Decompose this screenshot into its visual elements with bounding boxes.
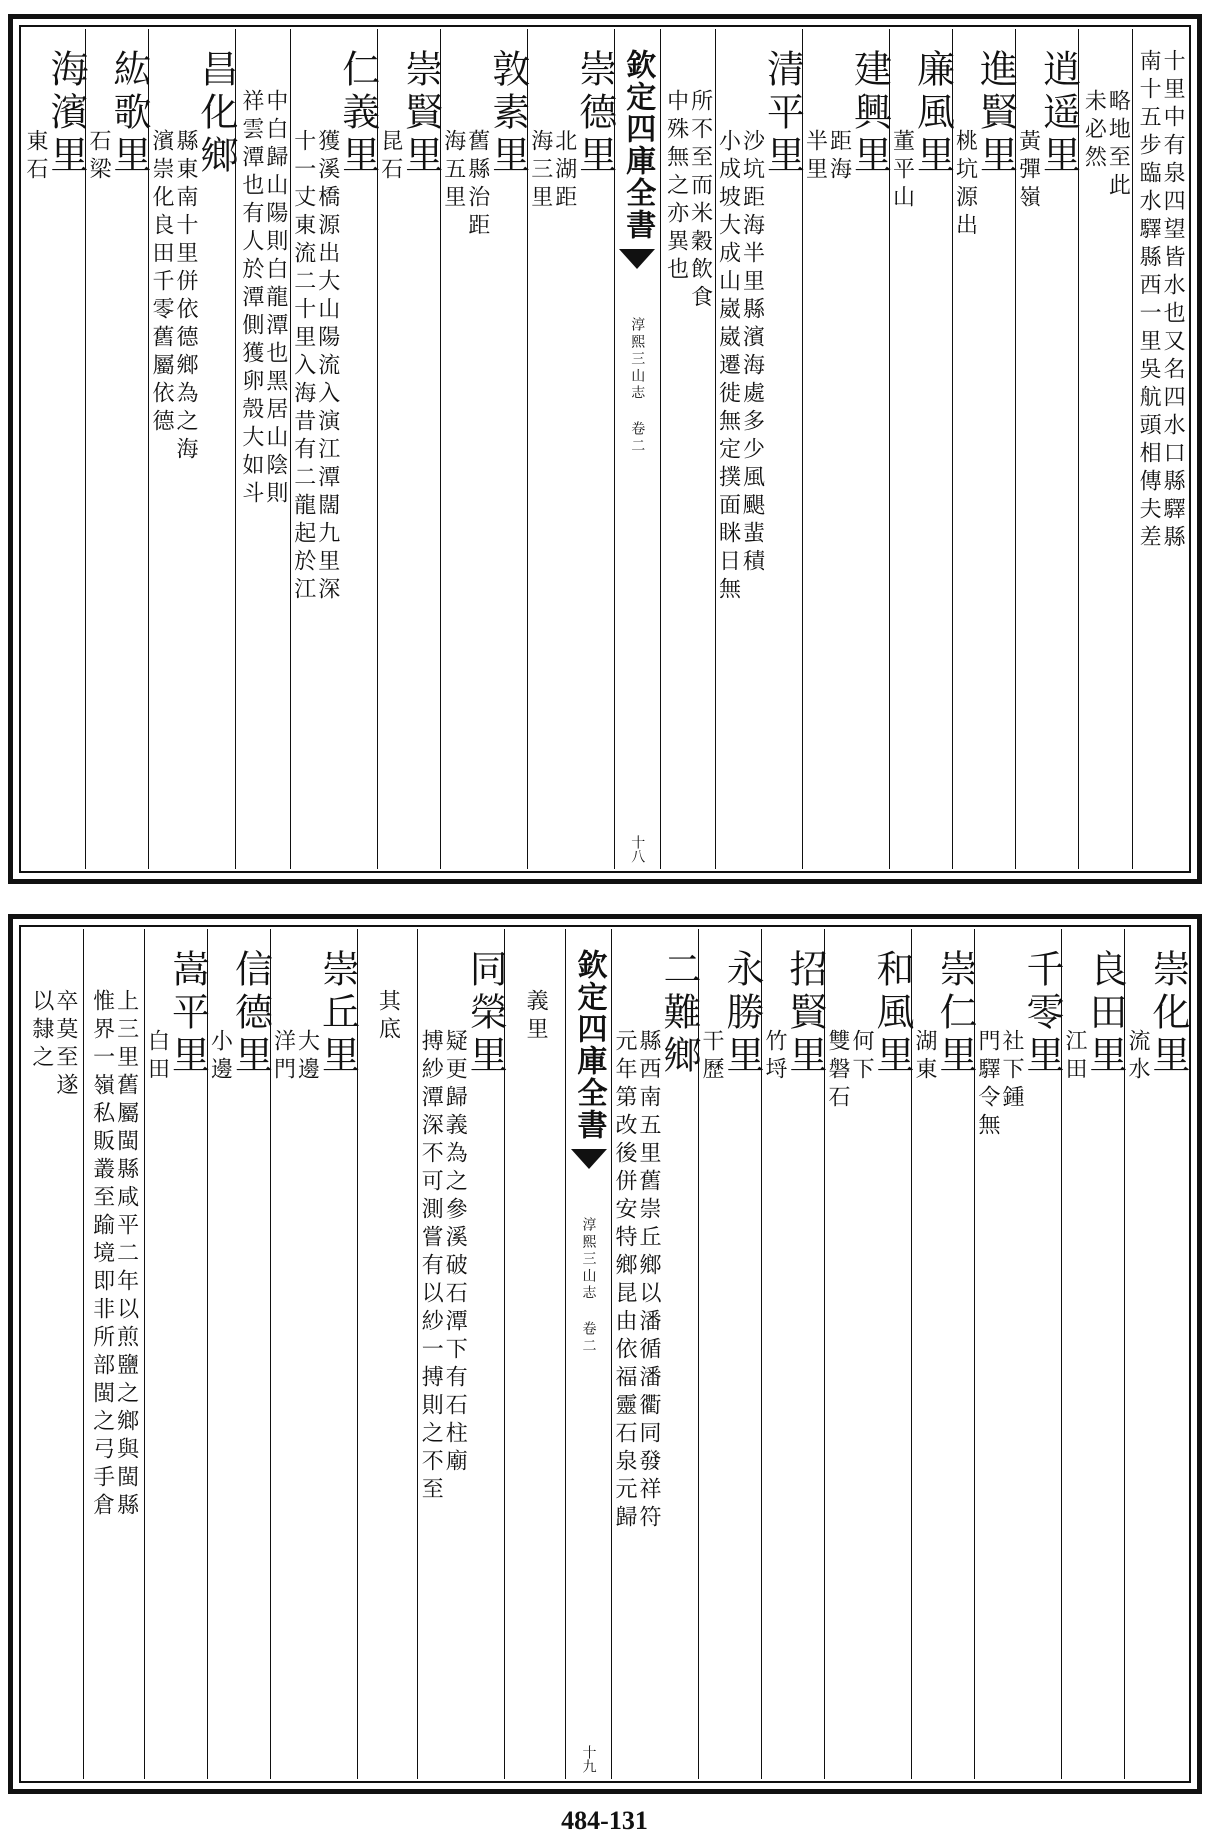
top-col-l5 — [148, 29, 238, 869]
bottom-col-r7 — [611, 929, 701, 1779]
note-line: 所不至而米穀飲食 — [687, 89, 713, 313]
note-line: 縣東南十里併依德鄉為之海 — [173, 129, 198, 465]
bottom-col-l7 — [23, 929, 83, 1779]
entry-heading: 昌化鄉 — [194, 49, 238, 178]
top-col-r3 — [952, 29, 1018, 869]
top-col-l0 — [527, 29, 617, 869]
bottom-col-r1 — [1061, 929, 1127, 1779]
entry-heading: 紘歌里 — [107, 49, 151, 178]
bottom-center-column — [565, 929, 611, 1779]
note-line: 其底 — [375, 989, 401, 1045]
note-line: 沙坑距海半里縣濱海處多少風颶蜚積 — [739, 129, 765, 577]
bottom-columns — [23, 929, 1190, 1779]
volume-meta: 淳熙三山志 卷二 — [629, 317, 646, 455]
note-line: 白田 — [144, 1029, 170, 1085]
entry-heading: 進賢里 — [973, 49, 1018, 178]
fish-tail-mark — [619, 249, 655, 269]
note-line: 半里 — [802, 129, 828, 185]
bottom-col-l5 — [144, 929, 210, 1779]
note-line: 略地至此 — [1105, 89, 1131, 201]
entry-heading: 海濱里 — [44, 49, 88, 178]
entry-heading: 崇德里 — [572, 49, 617, 178]
entry-heading: 嵩平里 — [165, 949, 210, 1078]
note-line: 祥雲潭也有人於潭側獲卵殼大如斗 — [238, 89, 264, 509]
fish-tail-mark — [571, 1149, 607, 1169]
note-line: 距海 — [826, 129, 852, 185]
note-line: 舊縣治距 — [464, 129, 490, 241]
note-line: 黃彈嶺 — [1015, 129, 1041, 213]
note-line: 惟界一嶺私販叢至踰境即非所部閩之弓手倉 — [89, 989, 115, 1521]
top-col-r2 — [1015, 29, 1081, 869]
bottom-col-l4 — [207, 929, 273, 1779]
note-line: 海五里 — [440, 129, 466, 213]
note-line: 縣西南五里舊崇丘鄉以潘循潘衢同發祥符 — [636, 1029, 661, 1533]
note-line: 何下 — [849, 1029, 874, 1085]
entry-heading: 良田里 — [1083, 949, 1127, 1078]
note-line: 石梁 — [86, 129, 111, 185]
note-line: 流水 — [1125, 1029, 1150, 1085]
bottom-col-r0 — [1124, 929, 1190, 1779]
note-line: 小成坡大成山崴崴遷徙無定撲面眯日無 — [715, 129, 741, 605]
entry-heading: 崇仁里 — [933, 949, 977, 1078]
bottom-col-r5 — [761, 929, 827, 1779]
note-line: 竹埒 — [762, 1029, 787, 1085]
top-col-l1 — [440, 29, 530, 869]
note-line: 海三里 — [527, 129, 553, 213]
book-title: 欽定四庫全書 — [620, 49, 656, 241]
bottom-page-frame — [8, 914, 1202, 1794]
entry-heading: 永勝里 — [720, 949, 764, 1078]
entry-heading: 和風里 — [870, 949, 914, 1078]
bottom-col-l1 — [417, 929, 508, 1779]
note-line: 小邊 — [207, 1029, 233, 1085]
bottom-col-r6 — [698, 929, 764, 1779]
note-line: 元年第改後併安特鄉昆由依福靈石泉元歸 — [612, 1029, 637, 1533]
top-col-r6 — [715, 29, 805, 869]
volume-meta: 淳熙三山志 卷二 — [580, 1217, 597, 1355]
folio-number: 十九 — [580, 1745, 597, 1773]
entry-heading: 敦素里 — [485, 49, 530, 178]
note-line: 北湖距 — [551, 129, 577, 213]
entry-heading: 逍遥里 — [1036, 49, 1081, 178]
entry-heading: 二難鄉 — [657, 949, 701, 1078]
entry-heading: 崇丘里 — [315, 949, 360, 1078]
note-line: 昆石 — [377, 129, 403, 185]
note-line: 上三里舊屬閩縣咸平二年以煎鹽之鄉與閩縣 — [113, 989, 139, 1521]
bottom-col-r4 — [824, 929, 914, 1779]
note-line: 疑更歸義為之參溪破石潭下有石柱廟 — [442, 1029, 468, 1477]
note-line: 干歷 — [699, 1029, 724, 1085]
entry-heading: 清平里 — [760, 49, 805, 178]
bottom-col-l6 — [83, 929, 144, 1779]
note-line: 十里中有泉四望皆水也又名四水口縣驛縣 — [1160, 49, 1186, 553]
top-col-r7 — [660, 29, 715, 869]
note-line: 濱崇化良田千零舊屬依德 — [149, 129, 174, 437]
note-line: 洋門 — [270, 1029, 296, 1085]
entry-heading: 同榮里 — [463, 949, 508, 1078]
note-line: 中殊無之亦異也 — [663, 89, 689, 285]
top-columns — [23, 29, 1187, 869]
top-col-r4 — [889, 29, 955, 869]
entry-heading: 信德里 — [228, 949, 273, 1078]
note-line: 未必然 — [1081, 89, 1107, 173]
entry-heading: 廉風里 — [910, 49, 955, 178]
entry-heading: 千零里 — [1020, 949, 1064, 1078]
note-line: 門驛令無 — [975, 1029, 1000, 1141]
note-line: 雙磐石 — [825, 1029, 850, 1113]
note-line: 義里 — [523, 989, 549, 1045]
entry-heading: 招賢里 — [783, 949, 827, 1078]
bottom-col-l2 — [357, 929, 418, 1779]
top-page-frame — [8, 14, 1202, 884]
note-line: 南十五步臨水驛縣西一里吳航頭相傳夫差 — [1136, 49, 1162, 553]
note-line: 東石 — [23, 129, 48, 185]
note-line: 中白歸山陽則白龍潭也黑居山陰則 — [262, 89, 288, 509]
note-line: 桃坑源出 — [952, 129, 978, 241]
bottom-col-l0 — [504, 929, 565, 1779]
note-line: 以隸之 — [28, 989, 54, 1073]
bottom-col-l3 — [270, 929, 360, 1779]
entry-heading: 建興里 — [847, 49, 892, 178]
note-line: 董平山 — [889, 129, 915, 213]
top-col-r5 — [802, 29, 892, 869]
top-col-l6 — [85, 29, 151, 869]
note-line: 搏紗潭深不可測嘗有以紗一搏則之不至 — [418, 1029, 444, 1505]
top-col-l7 — [23, 29, 88, 869]
note-line: 社下鍾 — [999, 1029, 1024, 1113]
bottom-col-r3 — [911, 929, 977, 1779]
entry-heading: 崇賢里 — [398, 49, 443, 178]
note-line: 十一丈東流二十里入海昔有二龍起於江 — [290, 129, 316, 605]
note-line: 卒莫至遂 — [52, 989, 78, 1101]
top-col-l3 — [290, 29, 380, 869]
note-line: 大邊 — [294, 1029, 320, 1085]
top-col-r0 — [1132, 29, 1187, 869]
top-center-column — [614, 29, 660, 869]
top-col-r1 — [1078, 29, 1133, 869]
top-col-l2 — [377, 29, 443, 869]
note-line: 湖東 — [912, 1029, 937, 1085]
entry-heading: 崇化里 — [1146, 949, 1190, 1078]
book-title: 欽定四庫全書 — [571, 949, 607, 1141]
note-line: 江田 — [1062, 1029, 1087, 1085]
page-number: 484-131 — [561, 1806, 648, 1835]
note-line: 獲溪橋源出大山陽流入演江潭闊九里深 — [314, 129, 340, 605]
folio-number: 十八 — [629, 835, 646, 863]
bottom-col-r2 — [974, 929, 1064, 1779]
entry-heading: 仁義里 — [335, 49, 380, 178]
top-col-l4 — [235, 29, 290, 869]
